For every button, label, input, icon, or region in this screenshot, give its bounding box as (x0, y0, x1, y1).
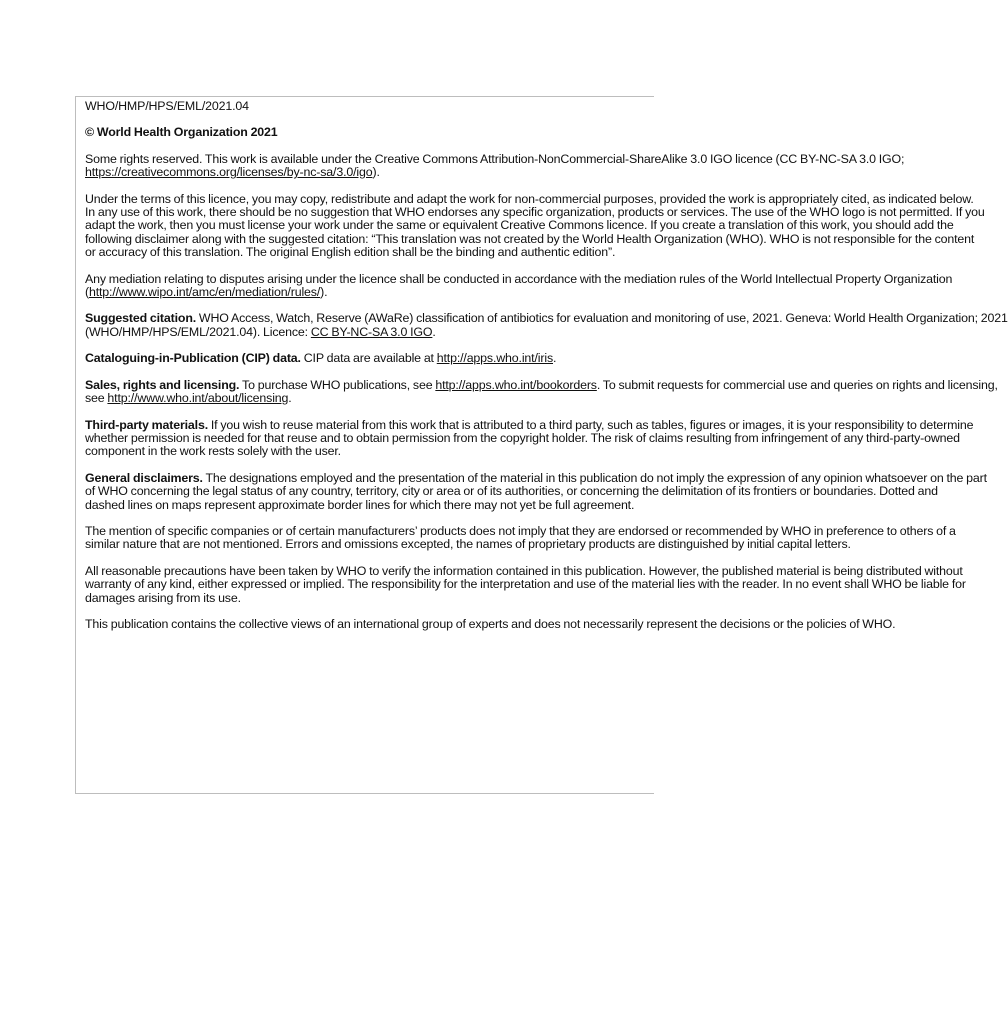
sales-line-2-prefix: see (85, 391, 108, 406)
mediation-open-paren: ( (85, 285, 89, 300)
suggested-citation-end: . (432, 324, 436, 339)
third-party-line-2: whether permission is needed for that reuse and to obtain permission from the copyright holder. The risk of claims resulting from infringement of any third-party-owned (85, 430, 960, 445)
precautions-line-3: damages arising from its use. (85, 590, 241, 605)
licence-terms-paragraph (85, 191, 985, 260)
mention-line-1: The mention of specific companies or of certain manufacturers’ products does not imply that they are endorsed or recommended by WHO in preference to others of a (85, 523, 956, 538)
rights-paragraph (85, 151, 905, 180)
iris-link[interactable]: http://apps.who.int/iris (436, 351, 553, 366)
licence-terms-line: adapt the work, then you must license your work under the same or equivalent Creative Commons licence. If you create a translation of this work, you should add the (85, 218, 954, 233)
cip-label: Cataloguing-in-Publication (CIP) data. (85, 351, 301, 366)
sales-end: . (288, 391, 292, 406)
copyright-line: © World Health Organization 2021 (85, 125, 278, 140)
cip-paragraph (85, 352, 845, 365)
mediation-line-2 (85, 286, 845, 299)
licence-terms-line: Under the terms of this licence, you may copy, redistribute and adapt the work for non-commercial purposes, provided the work is appropriately cited, as indicated below. (85, 191, 974, 206)
cip-text: CIP data are available at (300, 351, 437, 366)
precautions-paragraph (85, 563, 966, 605)
third-party-line-3: component in the work rests solely with the user. (85, 444, 341, 459)
third-party-label: Third-party materials. (85, 417, 208, 432)
licence-link[interactable]: CC BY-NC-SA 3.0 IGO (310, 324, 433, 339)
sales-text-2: . To submit requests for commercial use and queries on rights and licensing, (596, 377, 998, 392)
licence-terms-line: In any use of this work, there should be no suggestion that WHO endorses any specific organization, products or services. The use of the WHO logo is not permitted. If you (85, 205, 985, 220)
bookorders-link[interactable]: http://apps.who.int/bookorders (435, 377, 597, 392)
rights-line-2 (85, 166, 845, 179)
licensing-link[interactable]: http://www.who.int/about/licensing (107, 391, 289, 406)
creative-commons-link[interactable]: https://creativecommons.org/licenses/by-nc-sa/3.0/igo (85, 165, 373, 180)
wipo-mediation-link[interactable]: http://www.wipo.int/amc/en/mediation/rules/ (88, 285, 321, 300)
third-party-line-1 (85, 417, 974, 432)
third-party-text: If you wish to reuse material from this work that is attributed to a third party, such as tables, figures or images, it is your responsibility to determine (208, 417, 974, 432)
rights-link-suffix: ). (372, 165, 380, 180)
mediation-close-paren: ). (320, 285, 328, 300)
general-disclaimers-paragraph (85, 470, 987, 512)
suggested-citation-line-2 (85, 326, 845, 339)
general-disclaimers-line-1 (85, 470, 987, 485)
document-content (85, 99, 1008, 644)
suggested-citation-paragraph (85, 311, 1008, 339)
mediation-paragraph (85, 271, 953, 300)
general-disclaimers-line-2: of WHO concerning the legal status of any country, territory, city or area or of its authorities, or concerning the delimitation of its frontiers or boundaries. Dotted and (85, 484, 938, 499)
general-disclaimers-text: The designations employed and the presentation of the material in this publication do not imply the expression of any opinion whatsoever on the part (202, 470, 987, 485)
sales-line-1 (85, 377, 998, 392)
sales-text-1: To purchase WHO publications, see (239, 377, 436, 392)
cip-end: . (553, 351, 557, 366)
general-disclaimers-line-3: dashed lines on maps represent approximate border lines for which there may not yet be full agreement. (85, 497, 635, 512)
suggested-citation-code: (WHO/HMP/HPS/EML/2021.04). Licence: (85, 324, 311, 339)
precautions-line-1: All reasonable precautions have been taken by WHO to verify the information contained in this publication. However, the published material is being distributed without (85, 563, 963, 578)
collective-views-paragraph (85, 616, 896, 631)
sales-line-2 (85, 392, 845, 405)
general-disclaimers-label: General disclaimers. (85, 470, 203, 485)
document-page (75, 96, 1008, 794)
sales-paragraph (85, 377, 998, 406)
mention-line-2: similar nature that are not mentioned. Errors and omissions excepted, the names of proprietary products are distinguished by initial capital letters. (85, 537, 851, 552)
suggested-citation-label: Suggested citation. (85, 311, 197, 326)
mediation-line-1: Any mediation relating to disputes arising under the licence shall be conducted in accordance with the mediation rules of the World Intellectual Property Organization (85, 271, 953, 286)
mention-paragraph (85, 523, 956, 552)
licence-terms-line: or accuracy of this translation. The original English edition shall be the binding and authentic edition”. (85, 245, 616, 260)
third-party-paragraph (85, 417, 974, 459)
sales-label: Sales, rights and licensing. (85, 377, 240, 392)
suggested-citation-line-1 (85, 311, 1008, 326)
rights-line-1: Some rights reserved. This work is available under the Creative Commons Attribution-NonCommercial-ShareAlike 3.0 IGO licence (CC BY-NC-SA 3.0 IGO; (85, 151, 905, 166)
document-code: WHO/HMP/HPS/EML/2021.04 (85, 99, 249, 113)
precautions-line-2: warranty of any kind, either expressed or implied. The responsibility for the interpretation and use of the material lies with the reader. In no event shall WHO be liable for (85, 577, 966, 592)
collective-views-line-1: This publication contains the collective views of an international group of experts and does not necessarily represent the decisions or the policies of WHO. (85, 616, 896, 631)
licence-terms-line: following disclaimer along with the suggested citation: “This translation was not created by the World Health Organization (WHO). WHO is not responsible for the content (85, 231, 975, 246)
suggested-citation-text: WHO Access, Watch, Reserve (AWaRe) classification of antibiotics for evaluation and monitoring of use, 2021. Geneva: World Health Organization; 2021 (196, 311, 1008, 326)
